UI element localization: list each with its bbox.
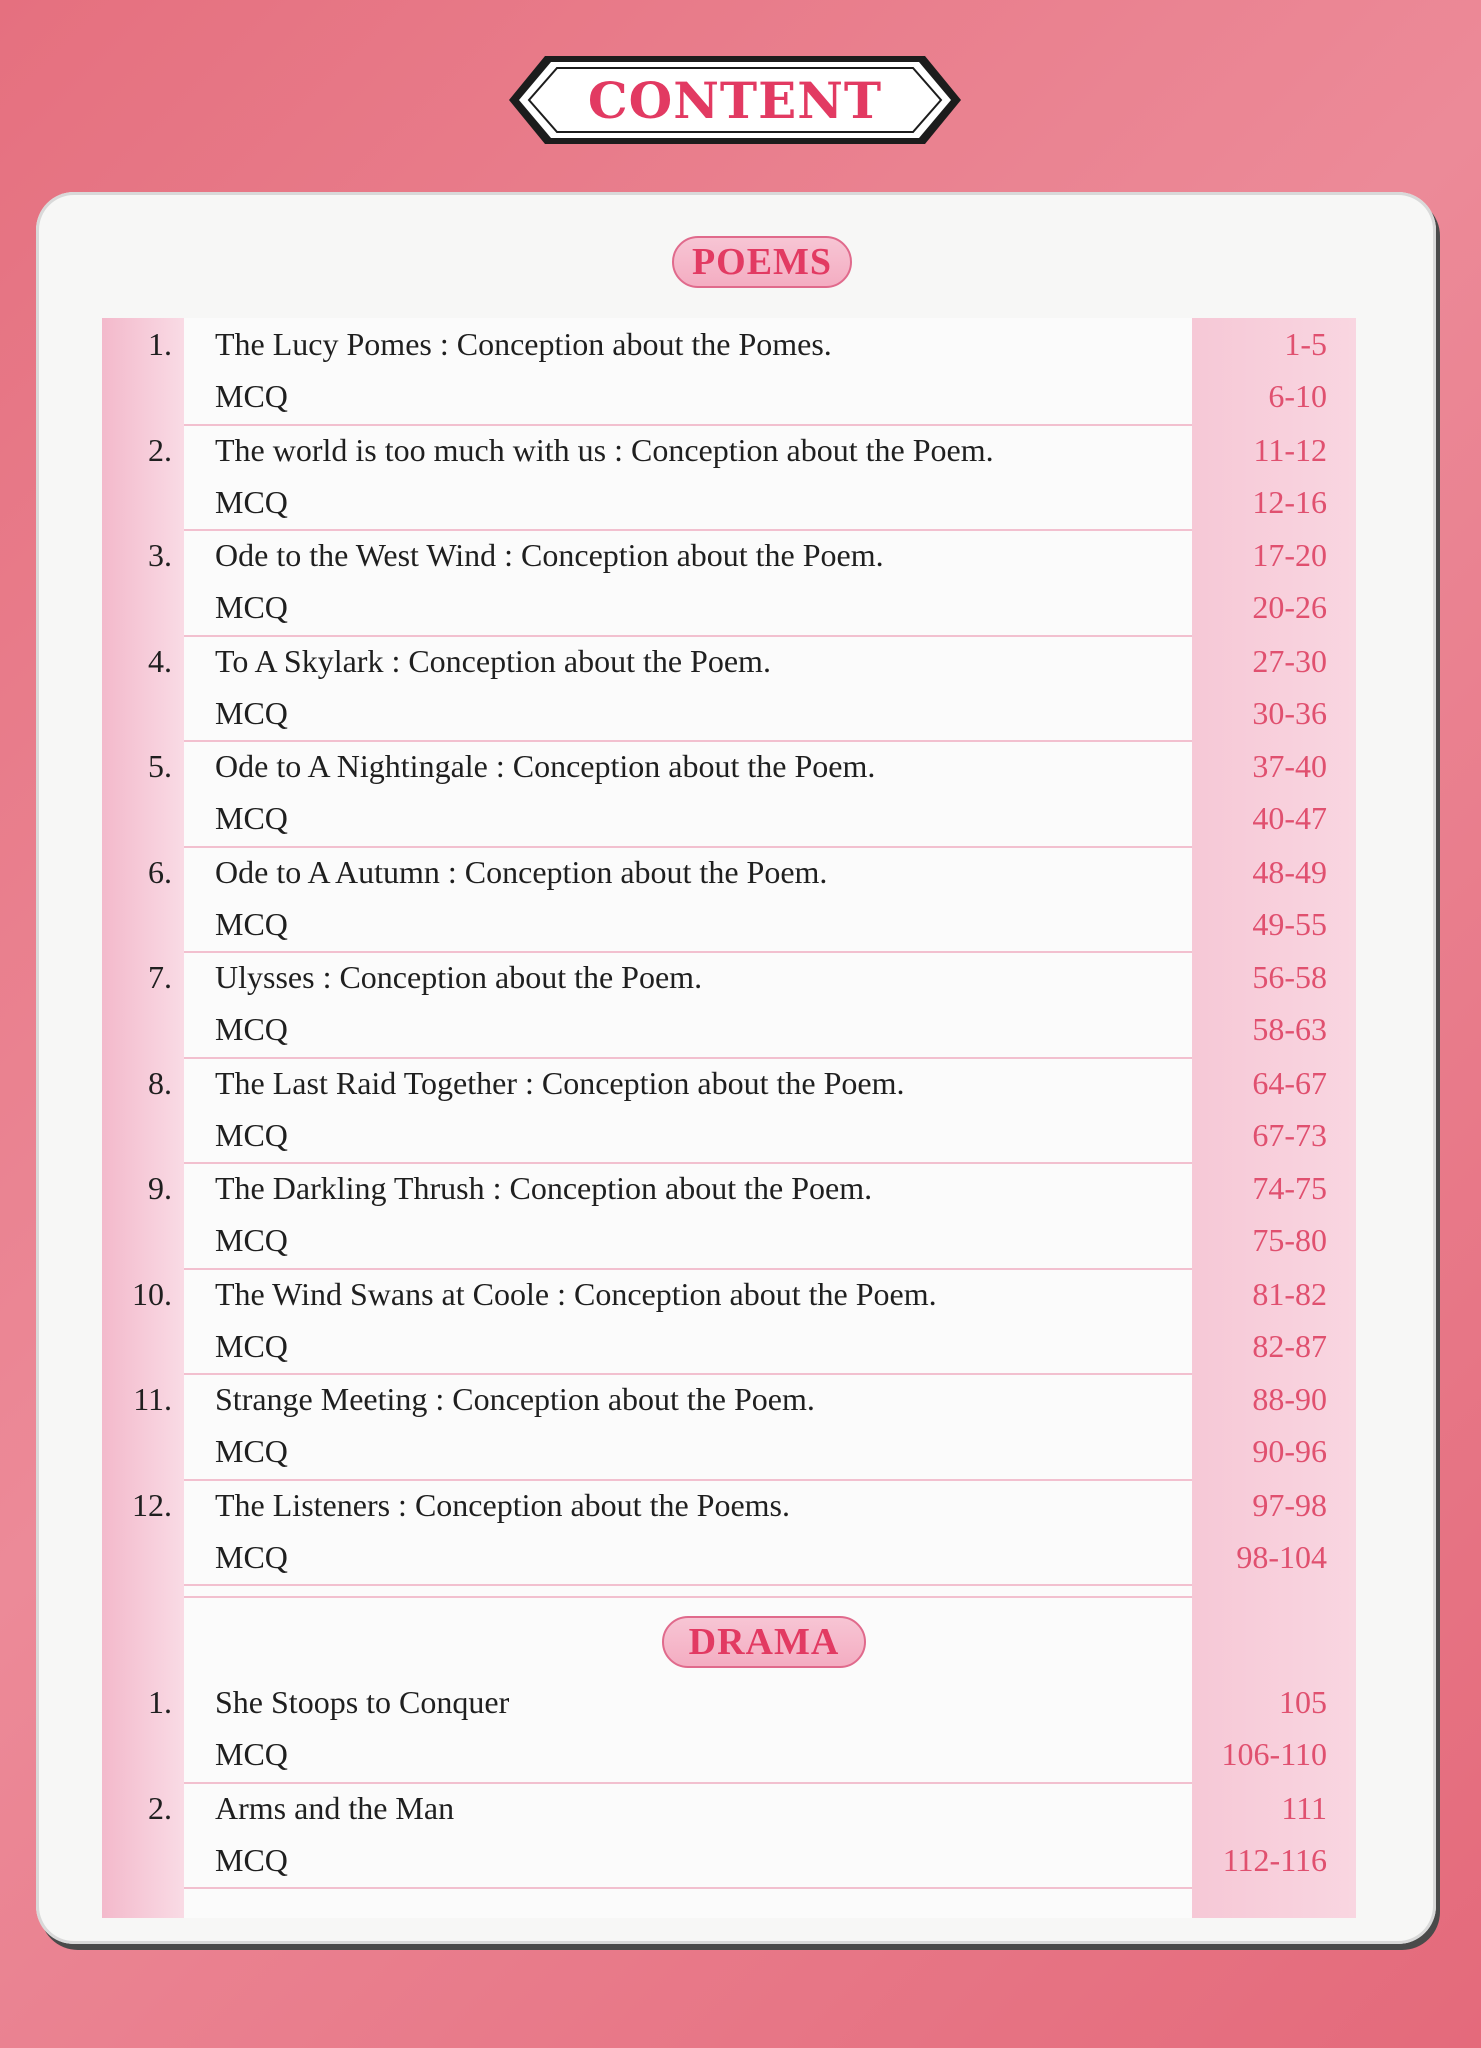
entry-title: Arms and the Man bbox=[215, 1789, 455, 1826]
entry-mcq-pages: 106-110 bbox=[1221, 1736, 1327, 1772]
section-heading-drama: DRAMA bbox=[662, 1616, 866, 1668]
entry-number: 4. bbox=[148, 642, 172, 679]
entry-number: 3. bbox=[148, 537, 172, 573]
entry-number: 10. bbox=[132, 1275, 172, 1312]
row-divider bbox=[184, 1268, 1192, 1270]
entry-title: To A Skylark : Conception about the Poem. bbox=[215, 642, 771, 679]
entry-pages: 111 bbox=[1281, 1789, 1327, 1826]
entry-pages: 1-5 bbox=[1284, 326, 1327, 362]
row-divider bbox=[184, 951, 1192, 953]
entry-pages: 81-82 bbox=[1252, 1275, 1327, 1312]
entry-mcq-label: MCQ bbox=[215, 1736, 288, 1772]
entry-pages: 97-98 bbox=[1252, 1486, 1327, 1523]
entry-mcq-label: MCQ bbox=[215, 1433, 288, 1469]
entry-title: Ode to A Nightingale : Conception about the Poem. bbox=[215, 748, 876, 784]
entry-pages: 48-49 bbox=[1252, 853, 1327, 890]
contents-table bbox=[102, 318, 1356, 1918]
entry-number: 7. bbox=[148, 959, 172, 995]
entry-mcq-label: MCQ bbox=[215, 378, 288, 414]
entry-title: The Lucy Pomes : Conception about the Pomes. bbox=[215, 326, 832, 362]
entry-pages: 37-40 bbox=[1252, 748, 1327, 784]
entry-number: 2. bbox=[148, 1789, 172, 1826]
row-divider bbox=[184, 424, 1192, 426]
entry-mcq-pages: 6-10 bbox=[1268, 378, 1327, 414]
entry-mcq-label: MCQ bbox=[215, 1841, 288, 1878]
row-divider bbox=[184, 740, 1192, 742]
entry-number: 5. bbox=[148, 748, 172, 784]
entry-mcq-label: MCQ bbox=[215, 905, 288, 942]
entry-mcq-pages: 112-116 bbox=[1222, 1841, 1327, 1878]
entry-mcq-pages: 49-55 bbox=[1252, 905, 1327, 942]
entry-mcq-label: MCQ bbox=[215, 1116, 288, 1153]
entry-pages: 56-58 bbox=[1252, 959, 1327, 995]
entry-mcq-pages: 82-87 bbox=[1252, 1327, 1327, 1364]
entry-number: 1. bbox=[148, 326, 172, 362]
row-divider bbox=[184, 1596, 1192, 1598]
entry-mcq-label: MCQ bbox=[215, 1222, 288, 1258]
entry-title: The Darkling Thrush : Conception about the Poem. bbox=[215, 1170, 873, 1206]
entry-number: 2. bbox=[148, 431, 172, 468]
entry-mcq-pages: 20-26 bbox=[1252, 589, 1327, 625]
entry-title: Ode to the West Wind : Conception about the Poem. bbox=[215, 537, 884, 573]
section-heading-poems: POEMS bbox=[672, 236, 852, 288]
entry-title: Ode to A Autumn : Conception about the Poem. bbox=[215, 853, 828, 890]
entry-pages: 17-20 bbox=[1252, 537, 1327, 573]
entry-title: The Listeners : Conception about the Poems. bbox=[215, 1486, 790, 1523]
row-divider bbox=[184, 635, 1192, 637]
row-divider bbox=[184, 1782, 1192, 1784]
entry-pages: 88-90 bbox=[1252, 1381, 1327, 1417]
entry-title: Ulysses : Conception about the Poem. bbox=[215, 959, 703, 995]
entry-mcq-label: MCQ bbox=[215, 1011, 288, 1047]
row-divider bbox=[184, 1584, 1192, 1586]
entry-number: 8. bbox=[148, 1064, 172, 1101]
row-divider bbox=[184, 846, 1192, 848]
entry-mcq-pages: 12-16 bbox=[1252, 483, 1327, 520]
row-divider bbox=[184, 1373, 1192, 1375]
page-title: CONTENT bbox=[587, 70, 883, 130]
entry-number: 12. bbox=[132, 1486, 172, 1523]
entry-number: 9. bbox=[148, 1170, 172, 1206]
entry-mcq-pages: 75-80 bbox=[1252, 1222, 1327, 1258]
row-divider bbox=[184, 1479, 1192, 1481]
entry-number: 1. bbox=[148, 1684, 172, 1720]
entry-title: The Last Raid Together : Conception about the Poem. bbox=[215, 1064, 905, 1101]
content-banner bbox=[505, 52, 965, 148]
entry-mcq-label: MCQ bbox=[215, 483, 288, 520]
entry-mcq-pages: 30-36 bbox=[1252, 694, 1327, 731]
entry-pages: 105 bbox=[1279, 1684, 1327, 1720]
row-divider bbox=[184, 1057, 1192, 1059]
entry-number: 11. bbox=[133, 1381, 172, 1417]
entry-mcq-pages: 40-47 bbox=[1252, 800, 1327, 836]
entry-mcq-label: MCQ bbox=[215, 800, 288, 836]
entry-mcq-pages: 58-63 bbox=[1252, 1011, 1327, 1047]
entry-mcq-label: MCQ bbox=[215, 1538, 288, 1575]
entry-title: Strange Meeting : Conception about the Poem. bbox=[215, 1381, 815, 1417]
entry-title: The Wind Swans at Coole : Conception about the Poem. bbox=[215, 1275, 937, 1312]
entry-pages: 64-67 bbox=[1252, 1064, 1327, 1101]
entry-pages: 27-30 bbox=[1252, 642, 1327, 679]
entry-title: The world is too much with us : Conception about the Poem. bbox=[215, 431, 994, 468]
entry-mcq-pages: 98-104 bbox=[1236, 1538, 1327, 1575]
row-divider bbox=[184, 1887, 1192, 1889]
entry-pages: 74-75 bbox=[1252, 1170, 1327, 1206]
row-divider bbox=[184, 1162, 1192, 1164]
entry-title: She Stoops to Conquer bbox=[215, 1684, 510, 1720]
entry-pages: 11-12 bbox=[1253, 431, 1327, 468]
entry-mcq-label: MCQ bbox=[215, 694, 288, 731]
entry-mcq-label: MCQ bbox=[215, 1327, 288, 1364]
entry-number: 6. bbox=[148, 853, 172, 890]
row-divider bbox=[184, 529, 1192, 531]
entry-mcq-pages: 67-73 bbox=[1252, 1116, 1327, 1153]
entry-mcq-label: MCQ bbox=[215, 589, 288, 625]
entry-mcq-pages: 90-96 bbox=[1252, 1433, 1327, 1469]
